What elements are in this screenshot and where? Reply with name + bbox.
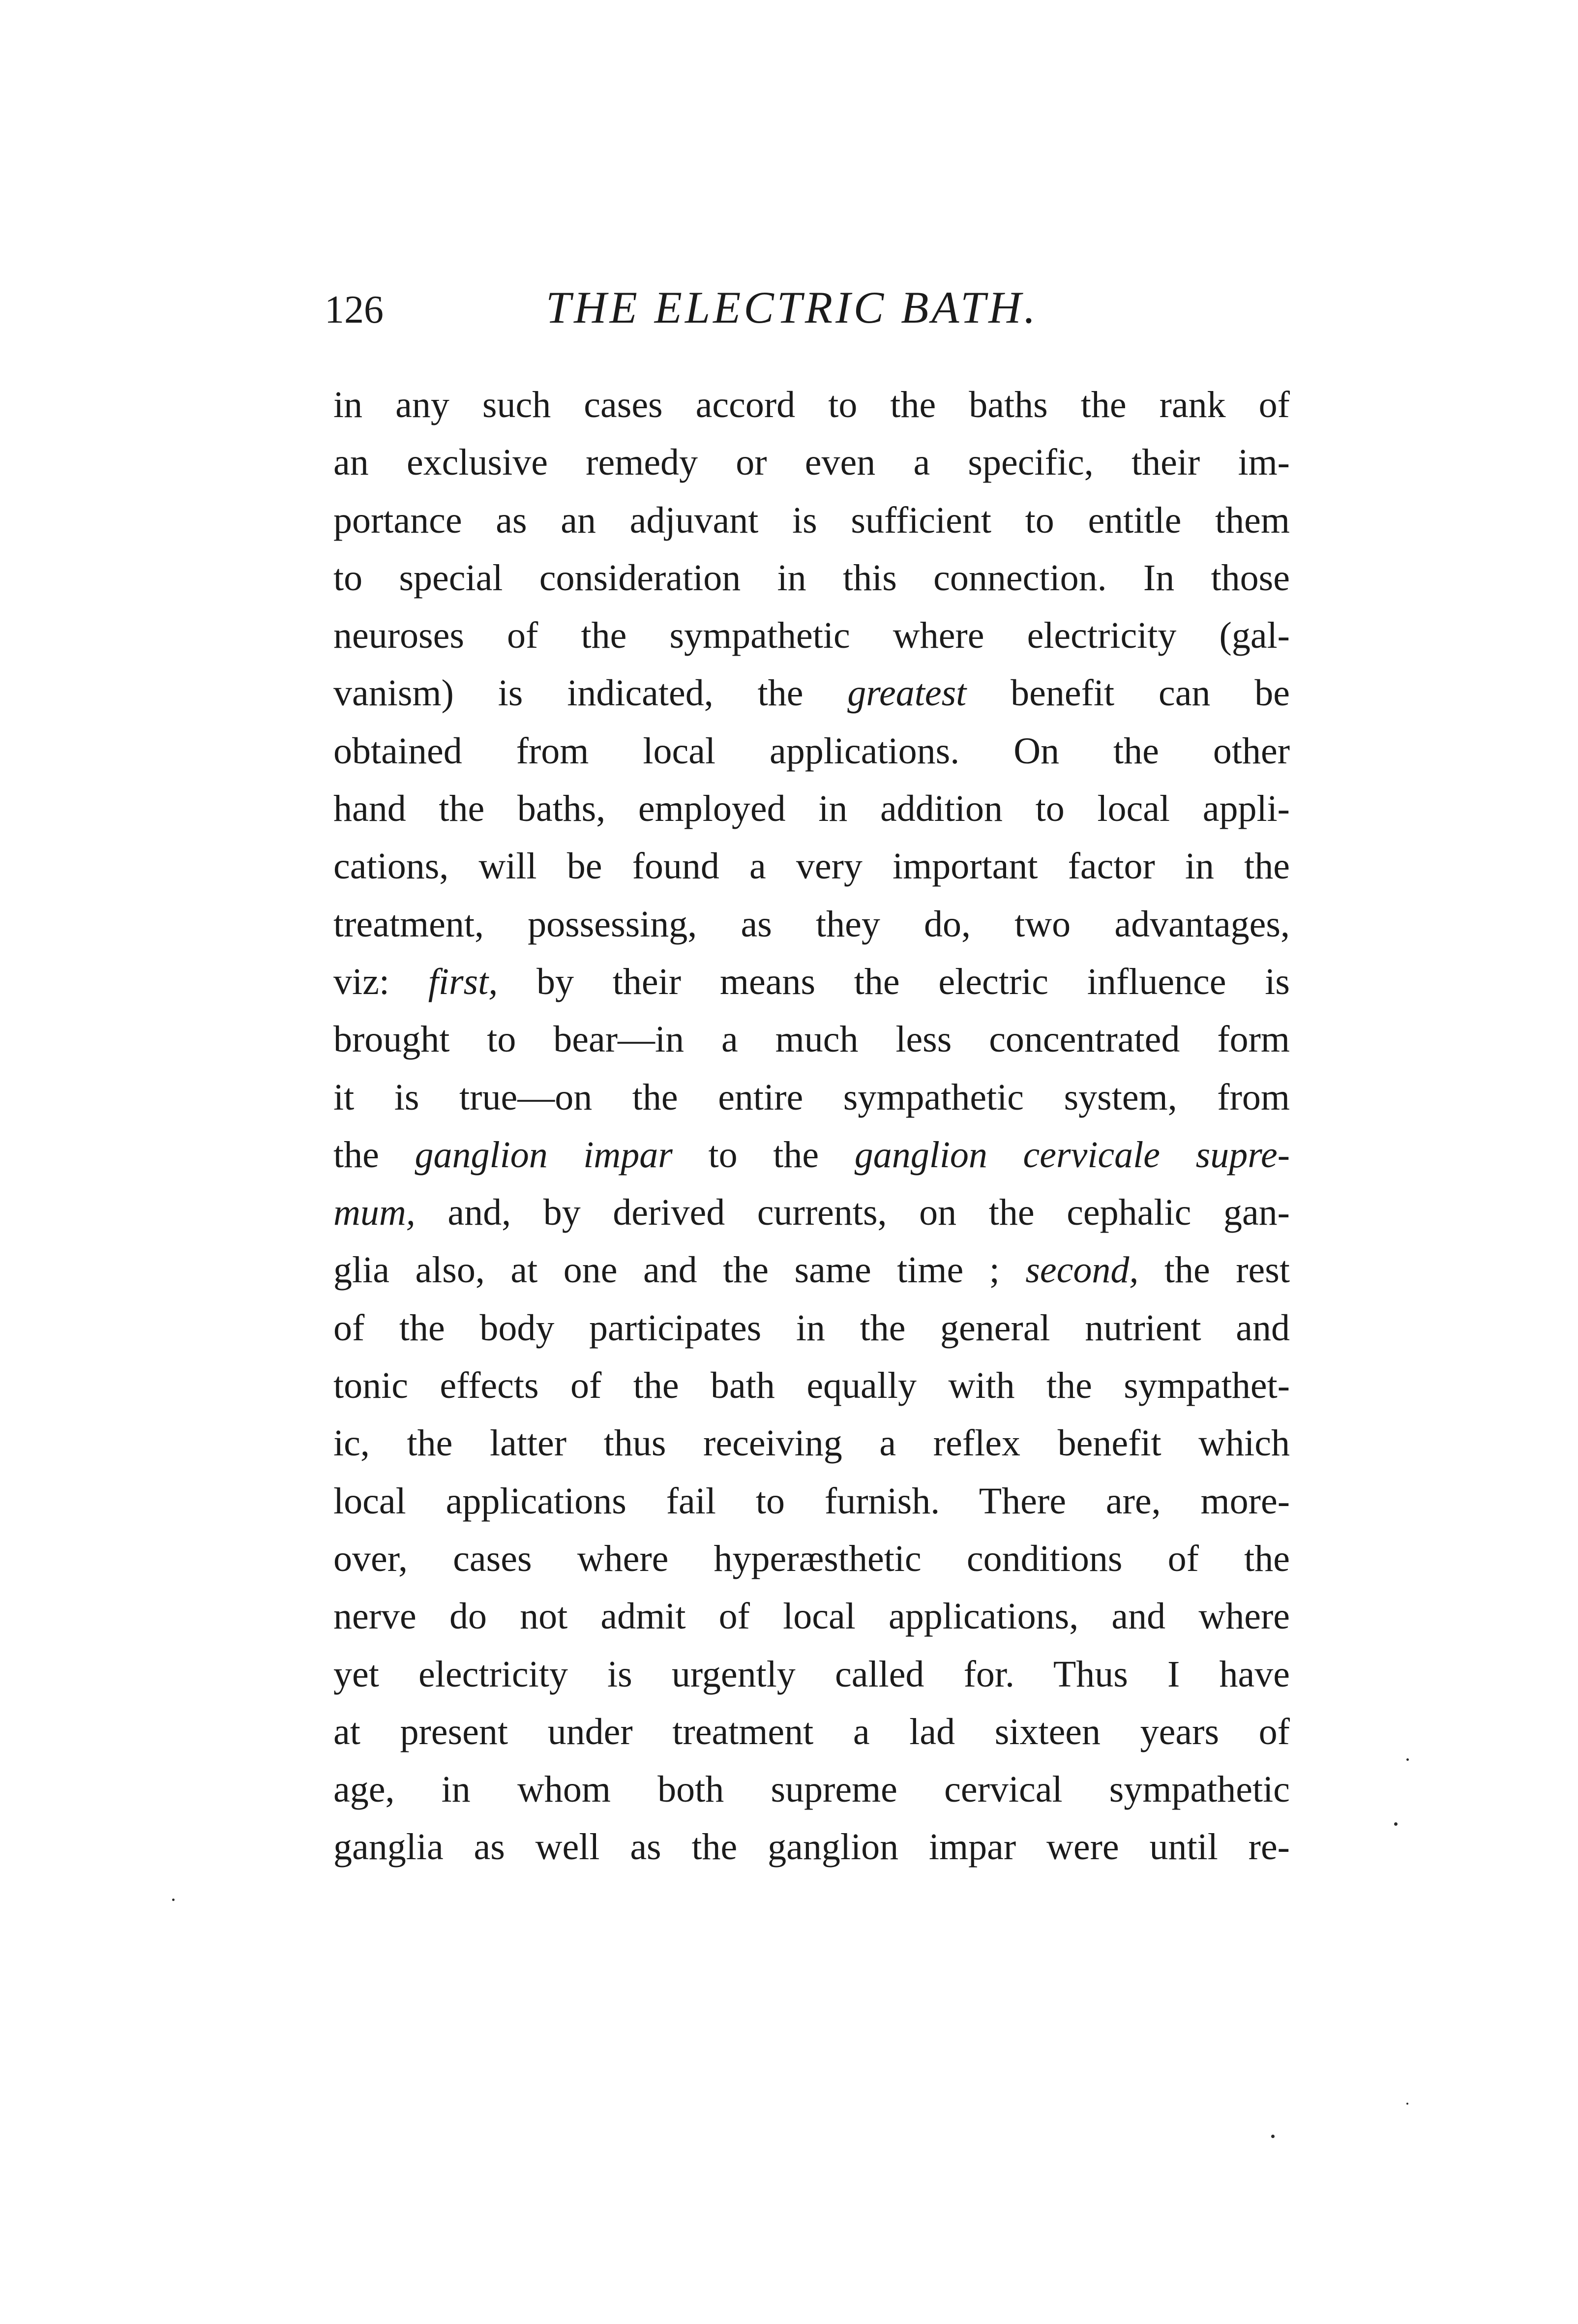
italic-text: ganglion cervicale supre- [854, 1134, 1290, 1176]
text-line [333, 376, 1290, 434]
print-speck [1394, 1822, 1398, 1826]
text-span: it is true—on the entire sympathetic system, from [333, 1076, 1290, 1118]
print-speck [1406, 1758, 1409, 1761]
body-text [333, 376, 1290, 1876]
text-span: vanism) is indicated, the [333, 672, 848, 714]
text-span: portance as an adjuvant is sufficient to entitle them [333, 499, 1290, 541]
page-number: 126 [325, 288, 384, 332]
text-line [333, 1761, 1290, 1818]
text-line [333, 1530, 1290, 1588]
running-head [325, 275, 1308, 344]
text-line [333, 1415, 1290, 1472]
text-span: at present under treatment a lad sixteen years of [333, 1711, 1290, 1752]
text-span: tonic effects of the bath equally with the sympathet- [333, 1365, 1290, 1407]
text-line [333, 549, 1290, 607]
text-line [333, 434, 1290, 491]
text-span: neuroses of the sympathetic where electricity (gal- [333, 615, 1290, 657]
running-title: THE ELECTRIC BATH. [546, 282, 1039, 332]
text-line [333, 1299, 1290, 1357]
text-line [333, 1818, 1290, 1876]
print-speck [172, 1899, 175, 1901]
text-span: ic, the latter thus receiving a reflex benefit which [333, 1422, 1290, 1464]
italic-text: first, [428, 961, 498, 1002]
text-span: benefit can be [966, 672, 1290, 714]
text-line [333, 1588, 1290, 1645]
text-span: to special consideration in this connection. In those [333, 557, 1290, 599]
text-line [333, 896, 1290, 953]
print-speck [1406, 2103, 1408, 2105]
text-span: of the body participates in the general nutrient and [333, 1307, 1290, 1349]
text-span: an exclusive remedy or even a specific, their im- [333, 442, 1290, 483]
text-span: glia also, at one and the same time ; [333, 1249, 1026, 1291]
text-span: hand the baths, employed in addition to local appli- [333, 788, 1290, 830]
text-line [333, 723, 1290, 780]
text-span: treatment, possessing, as they do, two advantages, [333, 903, 1290, 945]
text-span: and, by derived currents, on the cephalic gan- [415, 1192, 1290, 1234]
italic-text: mum, [333, 1192, 416, 1234]
text-span: over, cases where hyperæsthetic conditions of the [333, 1538, 1290, 1579]
text-span: the rest [1138, 1249, 1290, 1291]
print-speck [1271, 2135, 1275, 2138]
text-line [333, 664, 1290, 722]
text-line [333, 1126, 1290, 1184]
text-span: in any such cases accord to the baths the rank of [333, 384, 1290, 425]
text-span: nerve do not admit of local applications, and where [333, 1596, 1290, 1637]
text-line [333, 1703, 1290, 1761]
text-line [333, 607, 1290, 664]
text-span: local applications fail to furnish. There are, more- [333, 1480, 1290, 1522]
text-span: viz: [333, 961, 428, 1002]
italic-text: greatest [847, 672, 967, 714]
text-span: cations, will be found a very important factor in the [333, 845, 1290, 887]
text-line [333, 1357, 1290, 1415]
text-span: brought to bear—in a much less concentrated form [333, 1019, 1290, 1060]
text-span: age, in whom both supreme cervical sympathetic [333, 1769, 1290, 1811]
text-line [333, 953, 1290, 1011]
text-line [333, 1646, 1290, 1703]
text-span: ganglia as well as the ganglion impar were until re- [333, 1826, 1290, 1868]
text-line [333, 492, 1290, 549]
text-line [333, 1011, 1290, 1068]
italic-text: second, [1025, 1249, 1139, 1291]
text-line [333, 1069, 1290, 1126]
text-span: obtained from local applications. On the other [333, 730, 1290, 772]
italic-text: ganglion impar [415, 1134, 673, 1176]
text-line [333, 1473, 1290, 1530]
text-span: yet electricity is urgently called for. Thus I have [333, 1653, 1290, 1695]
text-span: by their means the electric influence is [498, 961, 1290, 1002]
text-line [333, 838, 1290, 895]
text-span: to the [672, 1134, 855, 1176]
text-line [333, 1184, 1290, 1241]
text-line [333, 780, 1290, 838]
text-span: the [333, 1134, 415, 1176]
text-line [333, 1241, 1290, 1299]
